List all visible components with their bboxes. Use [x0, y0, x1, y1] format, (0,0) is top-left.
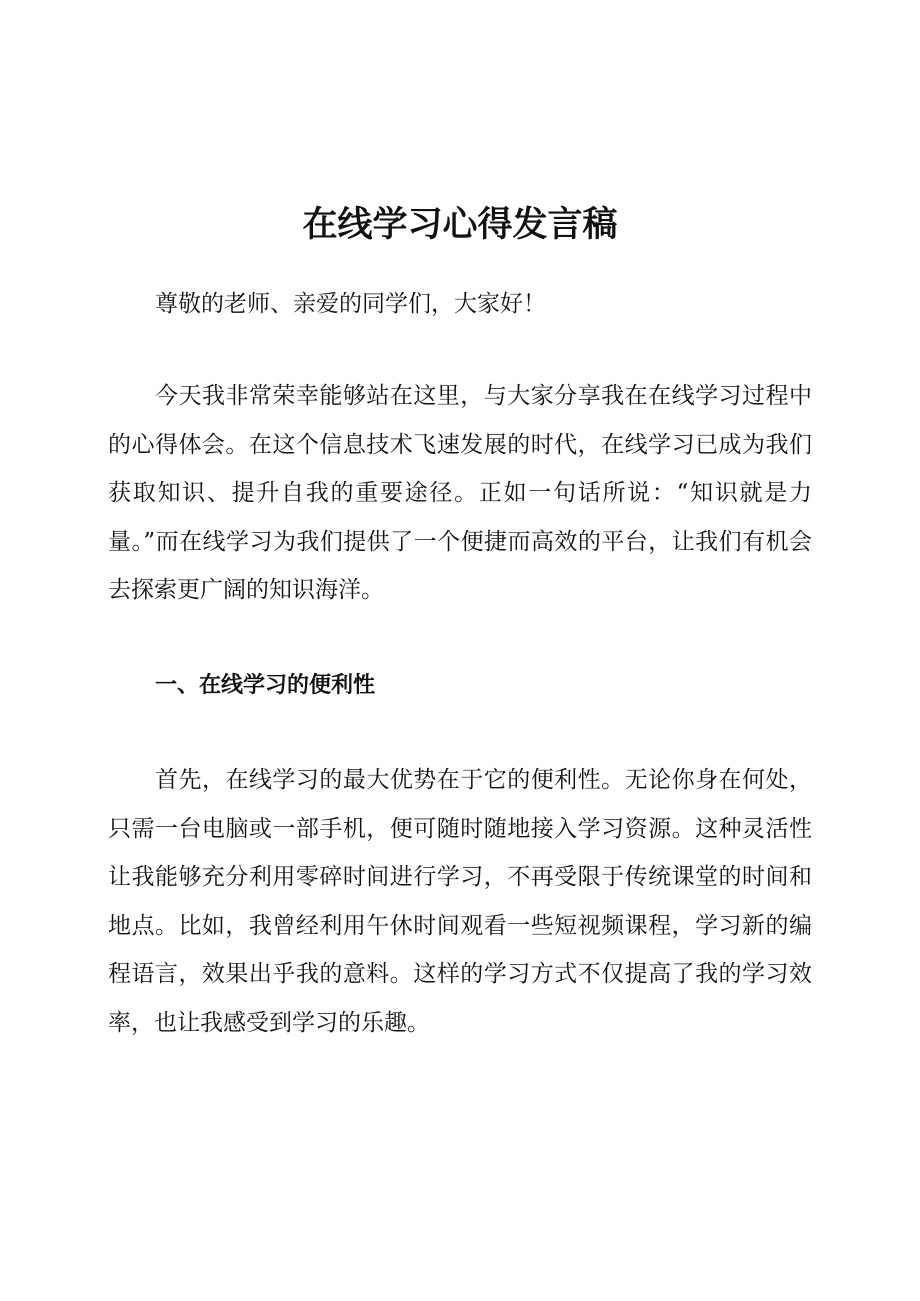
- intro-paragraph: 今天我非常荣幸能够站在这里，与大家分享我在在线学习过程中的心得体会。在这个信息技术飞速发展的时代，在线学习已成为我们获取知识、提升自我的重要途径。正如一句话所说：“知识就是力量。”而在线学习为我们提供了一个便捷而高效的平台，让我们有机会去探索更广阔的知识海洋。: [108, 383, 812, 603]
- document-title: 在线学习心得发言稿: [302, 205, 618, 246]
- greeting-paragraph: 尊敬的老师、亲爱的同学们，大家好！: [155, 291, 546, 317]
- section-body-paragraph: 首先，在线学习的最大优势在于它的便利性。无论你身在何处，只需一台电脑或一部手机，便可随时随地接入学习资源。这种灵活性让我能够充分利用零碎时间进行学习，不再受限于传统课堂的时间和地点。比如，我曾经利用午休时间观看一些短视频课程，学习新的编程语言，效果出乎我的意料。这样的学习方式不仅提高了我的学习效率，也让我感受到学习的乐趣。: [108, 767, 812, 1036]
- section-heading: 一、在线学习的便利性: [155, 673, 376, 698]
